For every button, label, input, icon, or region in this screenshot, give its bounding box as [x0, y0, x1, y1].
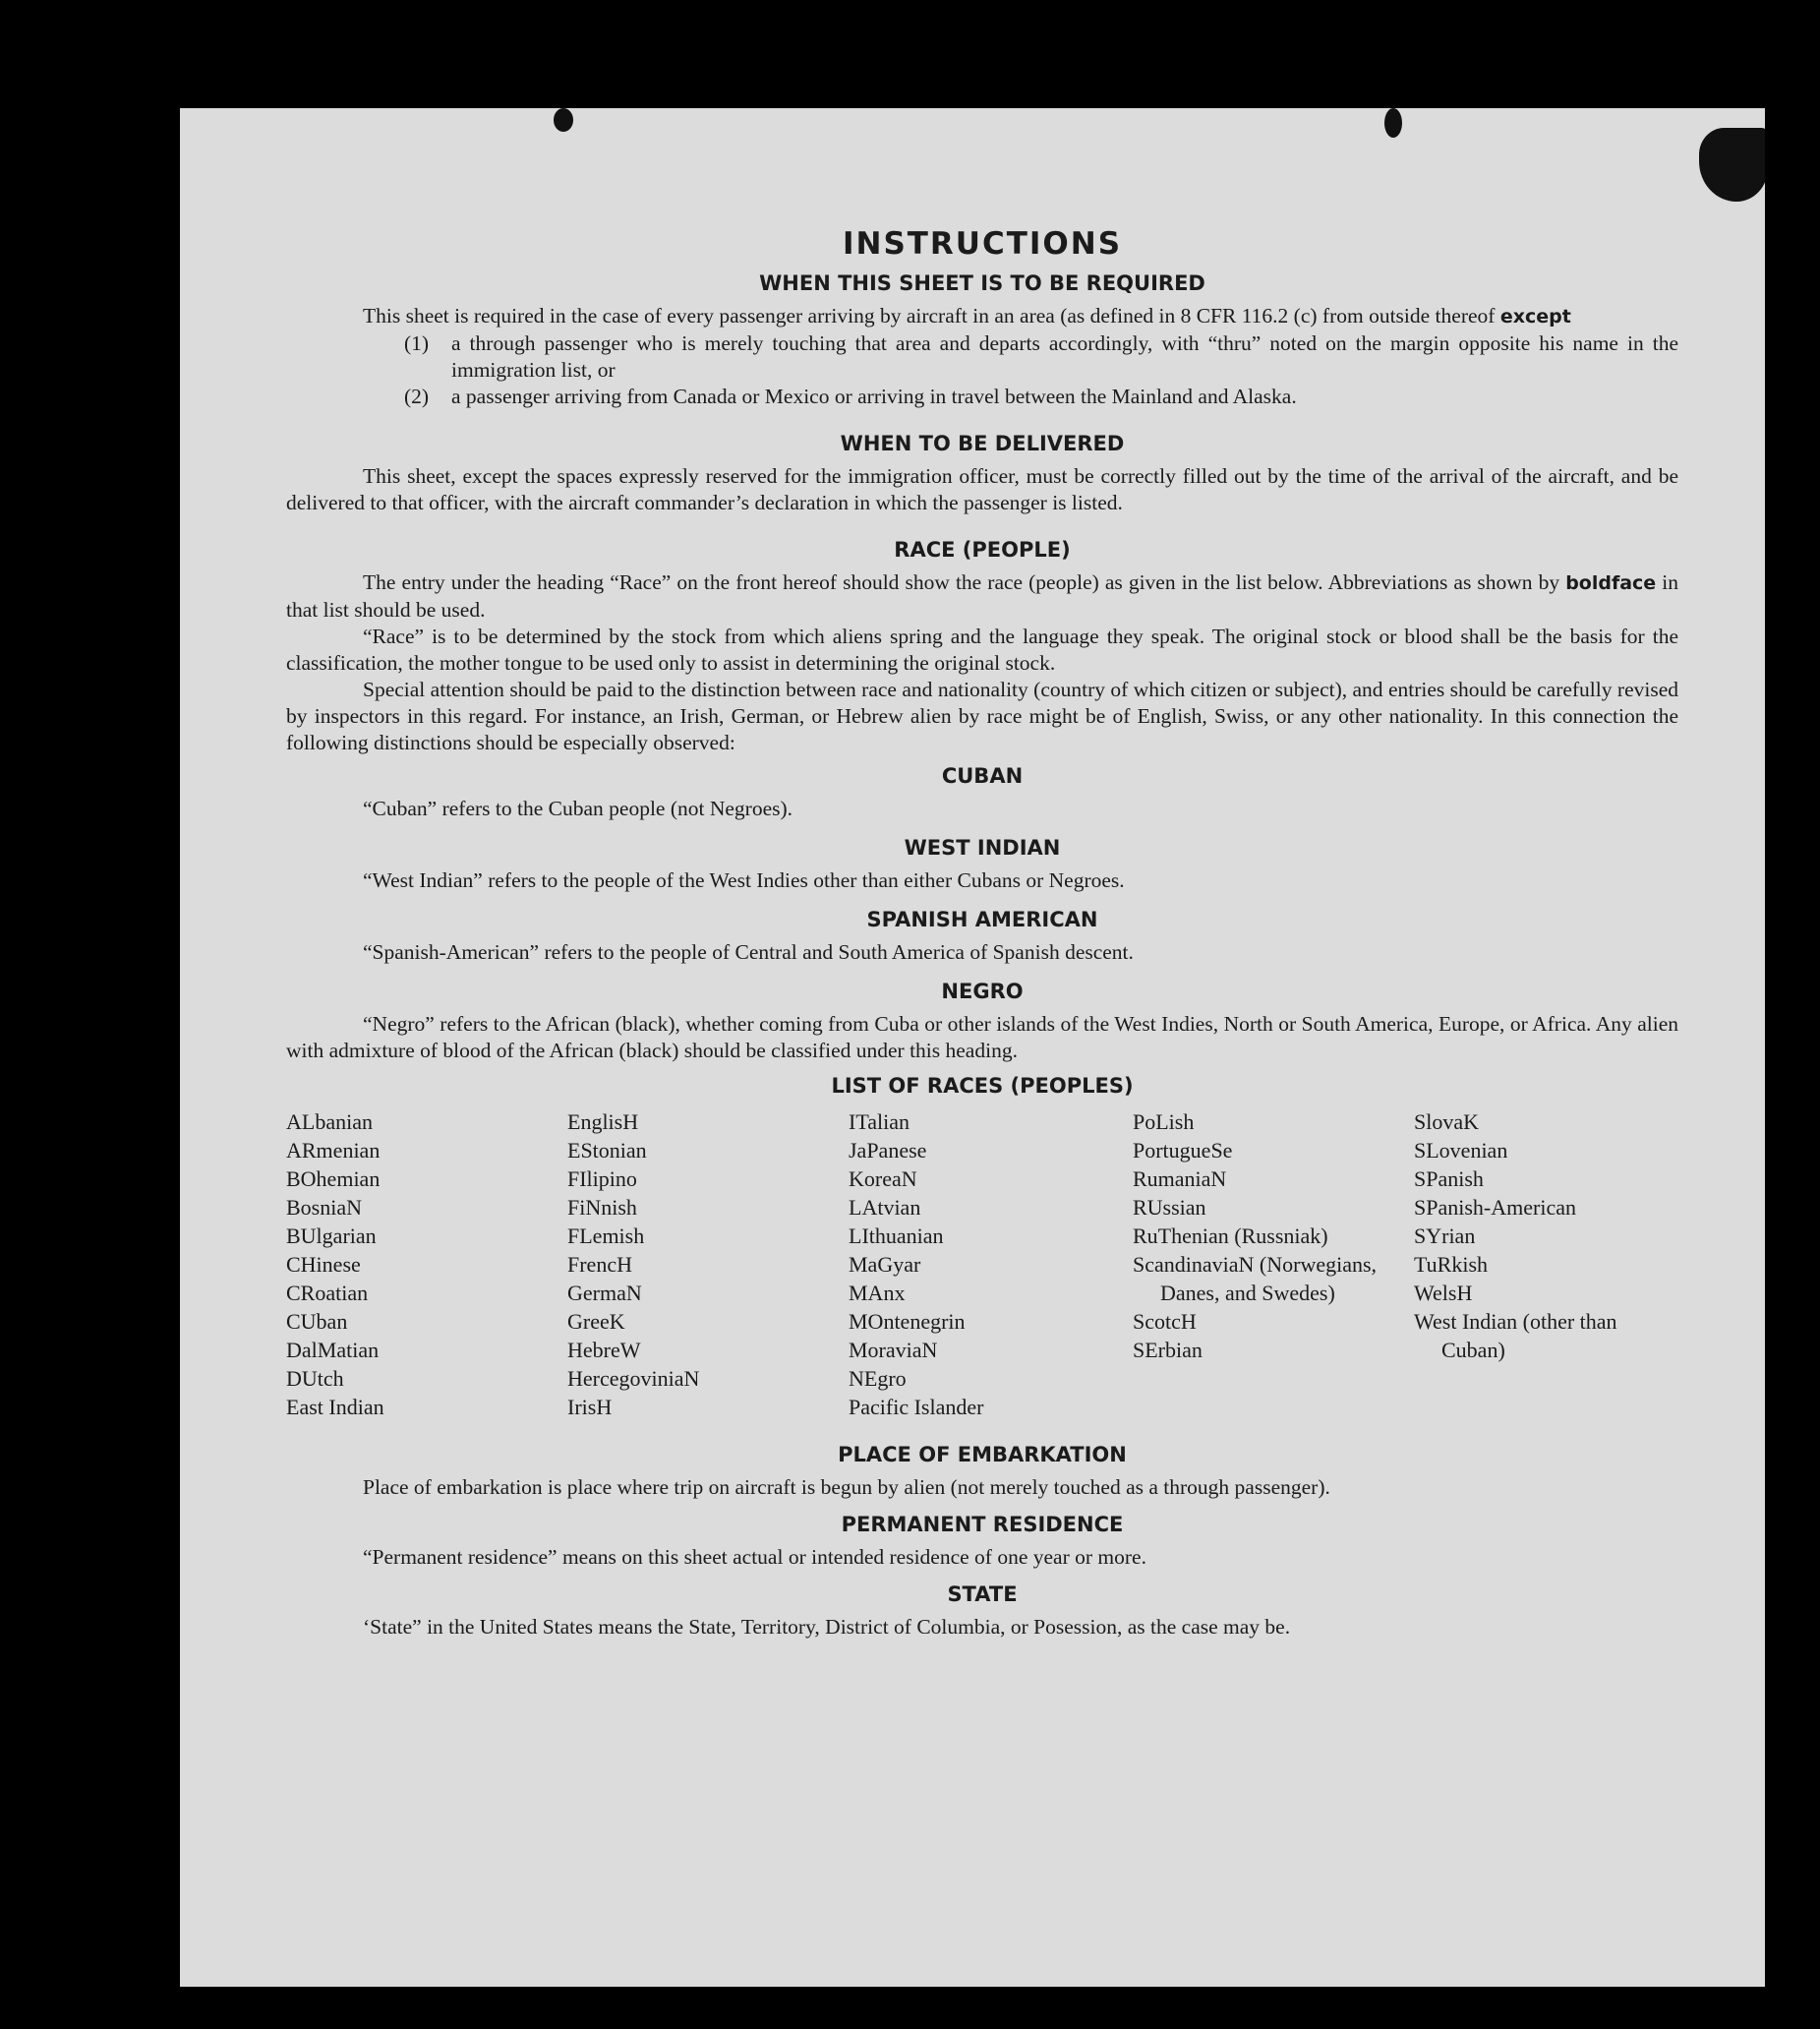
race-entry: EnglisH: [567, 1109, 639, 1134]
race-entry: CUban: [286, 1309, 348, 1334]
except-keyword: except: [1499, 306, 1571, 328]
west-indian-text: “West Indian” refers to the people of the West Indies other than either Cubans or Negroes.: [363, 868, 1125, 892]
race-entry: HebreW: [567, 1338, 641, 1362]
race-entry: ScandinaviaN (Norwegians, Danes, and Swedes): [1133, 1252, 1378, 1305]
race-entry: PortugueSe: [1133, 1138, 1233, 1163]
heading-embarkation: PLACE OF EMBARKATION: [838, 1443, 1127, 1466]
list-item: [404, 330, 1678, 384]
race-entry: West Indian (other than Cuban): [1414, 1309, 1617, 1362]
race-entry: Pacific Islander: [849, 1395, 984, 1419]
section-required: [286, 271, 1678, 410]
section-west-indian: [286, 836, 1678, 894]
heading-race: RACE (PEOPLE): [894, 538, 1071, 562]
race-entry: SLovenian: [1414, 1138, 1508, 1163]
spanish-american-text: “Spanish-American” refers to the people of Central and South America of Spanish descent.: [363, 940, 1134, 964]
residence-text: “Permanent residence” means on this sheet actual or intended residence of one year or more.: [363, 1545, 1146, 1569]
race-p1-start: The entry under the heading “Race” on the front hereof should show the race (people) as given in the list below. Abbreviations as shown by: [363, 570, 1560, 594]
race-paragraph-3: Special attention should be paid to the distinction between race and nationality (country of which citizen or subject), and entries should be carefully revised by inspectors in this regard. For instance, an Irish, German, or Hebrew alien by race might be of English, Swiss, or any other nationality. In this connection the following distinctions should be especially observed:: [286, 678, 1678, 754]
race-paragraph-1: [286, 569, 1678, 624]
race-entry: MAnx: [849, 1281, 906, 1305]
race-entry: SErbian: [1133, 1338, 1203, 1362]
section-residence: [286, 1513, 1678, 1571]
race-entry: FrencH: [567, 1252, 632, 1277]
heading-spanish-american: SPANISH AMERICAN: [866, 908, 1098, 931]
heading-negro: NEGRO: [941, 980, 1024, 1003]
state-text: ‘State” in the United States means the State, Territory, District of Columbia, or Posession, as the case may be.: [363, 1615, 1291, 1639]
race-entry: LAtvian: [849, 1195, 921, 1220]
section-state: [286, 1582, 1678, 1641]
race-entry: ALbanian: [286, 1109, 373, 1134]
race-entry: FLemish: [567, 1223, 645, 1248]
race-entry: East Indian: [286, 1395, 384, 1419]
race-entry: SPanish: [1414, 1166, 1484, 1191]
race-entry: JaPanese: [849, 1138, 927, 1163]
race-entry: GermaN: [567, 1281, 642, 1305]
race-entry: GreeK: [567, 1309, 625, 1334]
ink-blot: [1384, 108, 1402, 138]
ink-blot: [1699, 128, 1765, 202]
race-entry: BUlgarian: [286, 1223, 377, 1248]
race-entry: ScotcH: [1133, 1309, 1197, 1334]
section-delivered: [286, 432, 1678, 516]
race-entry: SPanish-American: [1414, 1195, 1576, 1220]
embarkation-text: Place of embarkation is place where trip on aircraft is begun by alien (not merely touched as a through passenger).: [363, 1475, 1330, 1499]
required-intro: [286, 303, 1678, 330]
heading-residence: PERMANENT RESIDENCE: [841, 1513, 1124, 1536]
race-entry: MOntenegrin: [849, 1309, 966, 1334]
race-entry: ARmenian: [286, 1138, 381, 1163]
heading-list-of-races: LIST OF RACES (PEOPLES): [831, 1074, 1134, 1098]
negro-text: “Negro” refers to the African (black), whether coming from Cuba or other islands of the West Indies, North or South America, Europe, or Africa. Any alien with admixture of blood of the African (black) should be classified under this heading.: [286, 1012, 1678, 1062]
race-entry: BOhemian: [286, 1166, 381, 1191]
section-embarkation: [286, 1443, 1678, 1501]
race-entry: BosniaN: [286, 1195, 362, 1220]
race-paragraph-2: “Race” is to be determined by the stock from which aliens spring and the language they speak. The original stock or blood shall be the basis for the classification, the mother tongue to be used only to assist in determining the original stock.: [286, 625, 1678, 675]
section-negro: [286, 980, 1678, 1064]
races-grid: [286, 1107, 1678, 1421]
section-spanish-american: [286, 908, 1678, 966]
list-item-text: a through passenger who is merely touching that area and departs accordingly, with “thru” noted on the margin opposite his name in the immigration list, or: [451, 331, 1678, 382]
race-entry: RuThenian (Russniak): [1133, 1223, 1328, 1248]
heading-delivered: WHEN TO BE DELIVERED: [840, 432, 1125, 455]
section-race: [286, 538, 1678, 756]
race-entry: SlovaK: [1414, 1109, 1479, 1134]
required-intro-text: This sheet is required in the case of every passenger arriving by aircraft in an area (as defined in 8 CFR 116.2 (c) from outside thereof: [363, 304, 1496, 328]
race-column: [1414, 1107, 1670, 1421]
race-p1-end: in that list should be used.: [286, 570, 1679, 622]
ink-blot: [554, 108, 573, 132]
race-entry: PoLish: [1133, 1109, 1195, 1134]
race-entry: DUtch: [286, 1366, 344, 1391]
boldface-keyword: boldface: [1565, 572, 1657, 594]
race-column: [567, 1107, 849, 1421]
list-item-number: (2): [404, 385, 430, 408]
race-entry: RUssian: [1133, 1195, 1206, 1220]
race-entry: HercegoviniaN: [567, 1366, 700, 1391]
list-item-text: a passenger arriving from Canada or Mexico or arriving in travel between the Mainland and Alaska.: [451, 385, 1297, 408]
race-entry: IrisH: [567, 1395, 613, 1419]
race-entry: MaGyar: [849, 1252, 921, 1277]
heading-required: WHEN THIS SHEET IS TO BE REQUIRED: [759, 271, 1205, 295]
instruction-sheet: [180, 108, 1765, 1987]
list-item: [404, 384, 1678, 410]
race-entry: LIthuanian: [849, 1223, 944, 1248]
page-title: INSTRUCTIONS: [842, 226, 1123, 262]
delivered-text: This sheet, except the spaces expressly reserved for the immigration officer, must be correctly filled out by the time of the arrival of the aircraft, and be delivered to that officer, with the aircraft commander’s declaration in which the passenger is listed.: [286, 464, 1678, 514]
race-entry: DalMatian: [286, 1338, 380, 1362]
heading-cuban: CUBAN: [941, 764, 1024, 788]
list-item-number: (1): [404, 331, 430, 355]
race-column: [286, 1107, 567, 1421]
race-entry: ITalian: [849, 1109, 910, 1134]
heading-west-indian: WEST INDIAN: [904, 836, 1061, 860]
heading-state: STATE: [947, 1582, 1018, 1606]
race-column: [849, 1107, 1133, 1421]
race-entry: SYrian: [1414, 1223, 1476, 1248]
race-entry: WelsH: [1414, 1281, 1473, 1305]
section-cuban: [286, 764, 1678, 822]
race-entry: CRoatian: [286, 1281, 369, 1305]
race-entry: FIlipino: [567, 1166, 637, 1191]
race-entry: NEgro: [849, 1366, 907, 1391]
race-entry: CHinese: [286, 1252, 361, 1277]
race-column: [1133, 1107, 1414, 1421]
cuban-text: “Cuban” refers to the Cuban people (not Negroes).: [363, 797, 793, 820]
race-entry: KoreaN: [849, 1166, 917, 1191]
race-entry: MoraviaN: [849, 1338, 938, 1362]
race-entry: TuRkish: [1414, 1252, 1489, 1277]
exceptions-list: [404, 330, 1678, 410]
race-entry: EStonian: [567, 1138, 647, 1163]
race-entry: FiNnish: [567, 1195, 637, 1220]
section-list-of-races: [286, 1074, 1678, 1421]
race-entry: RumaniaN: [1133, 1166, 1227, 1191]
